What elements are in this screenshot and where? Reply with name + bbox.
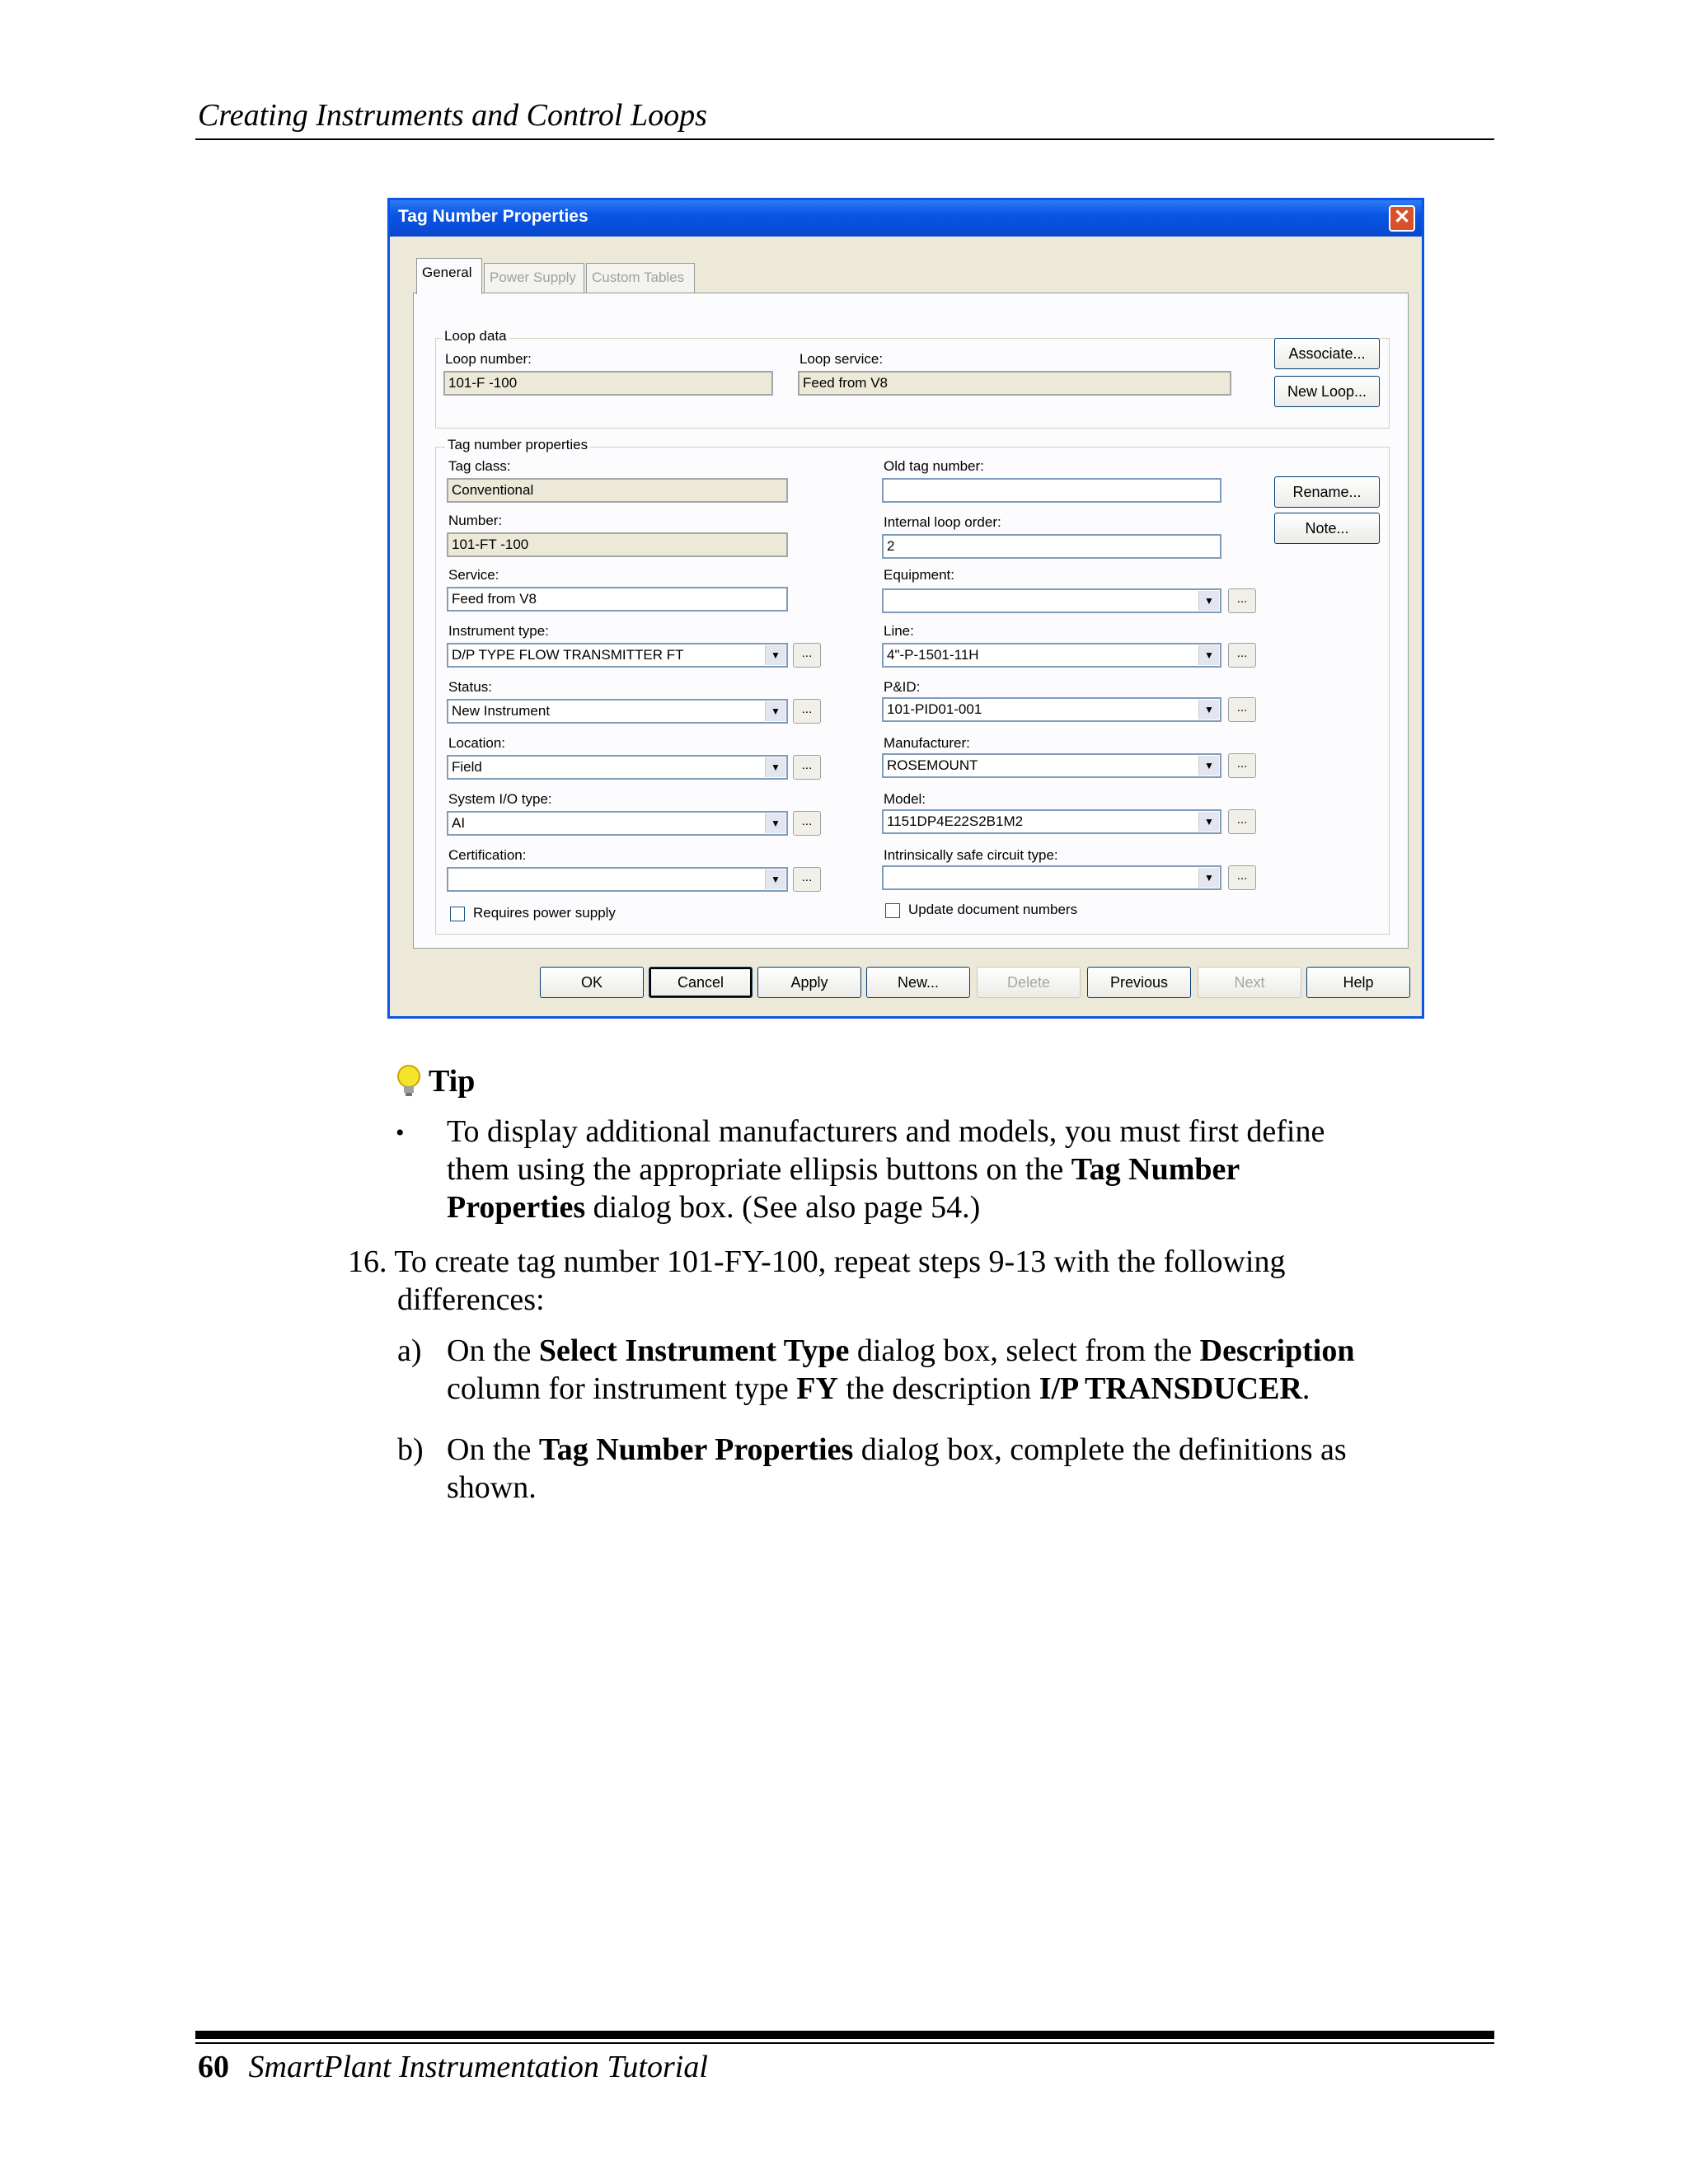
- step-a-text: [447, 1332, 1355, 1408]
- tip-line-3: [447, 1188, 1325, 1226]
- location-value: Field: [452, 759, 482, 775]
- dialog-titlebar: [390, 200, 1422, 237]
- tab-power-supply[interactable]: Power Supply: [484, 263, 584, 293]
- step-b-line-1: [447, 1431, 1347, 1469]
- header-rule: [195, 138, 1494, 140]
- instrument-type-ellipsis-button[interactable]: ...: [793, 643, 821, 668]
- step-text-span: On the: [447, 1432, 539, 1467]
- pid-value: 101-PID01-001: [887, 701, 982, 717]
- step-b-text: [447, 1431, 1347, 1507]
- bullet-marker: •: [396, 1119, 405, 1146]
- chevron-down-icon[interactable]: ▼: [765, 813, 785, 833]
- chevron-down-icon[interactable]: ▼: [1198, 645, 1219, 665]
- footer-rule-thin: [195, 2042, 1494, 2044]
- new-loop-button[interactable]: New Loop...: [1274, 376, 1380, 407]
- line-select[interactable]: [882, 643, 1221, 668]
- service-label: Service:: [448, 567, 499, 583]
- chevron-down-icon[interactable]: ▼: [765, 701, 785, 721]
- chevron-down-icon[interactable]: ▼: [765, 869, 785, 889]
- chevron-down-icon[interactable]: ▼: [765, 757, 785, 777]
- location-ellipsis-button[interactable]: ...: [793, 755, 821, 780]
- help-button[interactable]: Help: [1306, 967, 1410, 998]
- footer: [198, 2049, 708, 2085]
- chevron-down-icon[interactable]: ▼: [1198, 812, 1219, 832]
- tab-general[interactable]: General: [416, 258, 482, 294]
- status-select[interactable]: [447, 699, 788, 724]
- associate-button[interactable]: Associate...: [1274, 338, 1380, 369]
- number-field: 101-FT -100: [447, 532, 788, 557]
- running-header: Creating Instruments and Control Loops: [198, 98, 707, 133]
- tip-line-1: To display additional manufacturers and models, you must first define: [447, 1114, 1325, 1149]
- tip-bullet-text: [447, 1113, 1325, 1226]
- step-text-span: .: [1301, 1371, 1311, 1406]
- loop-data-group-label: Loop data: [442, 328, 509, 344]
- status-label: Status:: [448, 679, 492, 695]
- footer-title: SmartPlant Instrumentation Tutorial: [248, 2050, 708, 2084]
- chevron-down-icon[interactable]: ▼: [765, 645, 785, 665]
- tip-bold-span: Properties: [447, 1190, 586, 1225]
- ok-button[interactable]: OK: [540, 967, 644, 998]
- system-io-label: System I/O type:: [448, 791, 552, 807]
- pid-ellipsis-button[interactable]: ...: [1228, 697, 1256, 722]
- chevron-down-icon[interactable]: ▼: [1198, 756, 1219, 776]
- page-number: 60: [198, 2050, 229, 2084]
- tag-class-field: Conventional: [447, 478, 788, 503]
- certification-select[interactable]: [447, 867, 788, 892]
- intrinsic-safe-ellipsis-button[interactable]: ...: [1228, 865, 1256, 890]
- line-value: 4"-P-1501-11H: [887, 647, 979, 663]
- manufacturer-ellipsis-button[interactable]: ...: [1228, 753, 1256, 778]
- manufacturer-select[interactable]: [882, 753, 1221, 778]
- model-label: Model:: [884, 791, 926, 807]
- internal-loop-order-label: Internal loop order:: [884, 514, 1001, 530]
- apply-button[interactable]: Apply: [757, 967, 861, 998]
- step-text-span: dialog box, complete the definitions as: [853, 1432, 1347, 1467]
- general-tab-panel: [413, 293, 1409, 949]
- equipment-ellipsis-button[interactable]: ...: [1228, 588, 1256, 613]
- pid-select[interactable]: [882, 697, 1221, 722]
- tip-text-span: them using the appropriate ellipsis buttons on the: [447, 1152, 1071, 1187]
- old-tag-number-input[interactable]: [882, 478, 1221, 503]
- lightbulb-icon: [394, 1063, 424, 1099]
- line-label: Line:: [884, 623, 914, 639]
- number-label: Number:: [448, 513, 503, 528]
- step-bold-span: Description: [1199, 1333, 1355, 1368]
- step-b-marker: b): [397, 1432, 424, 1467]
- old-tag-number-label: Old tag number:: [884, 458, 984, 474]
- status-ellipsis-button[interactable]: ...: [793, 699, 821, 724]
- step-bold-span: FY: [796, 1371, 838, 1406]
- model-value: 1151DP4E22S2B1M2: [887, 813, 1024, 829]
- loop-service-label: Loop service:: [799, 351, 884, 367]
- update-document-numbers-label: Update document numbers: [908, 902, 1078, 917]
- intrinsic-safe-label: Intrinsically safe circuit type:: [884, 847, 1058, 863]
- delete-button[interactable]: Delete: [977, 967, 1081, 998]
- tag-number-properties-dialog: [387, 198, 1424, 1019]
- new-button[interactable]: New...: [866, 967, 970, 998]
- instrument-type-value: D/P TYPE FLOW TRANSMITTER FT: [452, 647, 684, 663]
- dialog-title: Tag Number Properties: [398, 207, 588, 226]
- intrinsic-safe-select[interactable]: [882, 865, 1221, 890]
- loop-number-field: 101-F -100: [443, 371, 773, 396]
- loop-service-field: Feed from V8: [798, 371, 1231, 396]
- step-a-line-1: [447, 1332, 1355, 1370]
- step-a-marker: a): [397, 1333, 422, 1368]
- instrument-type-select[interactable]: [447, 643, 788, 668]
- system-io-ellipsis-button[interactable]: ...: [793, 811, 821, 836]
- step-text-span: On the: [447, 1333, 539, 1368]
- step-16-line-2: differences:: [397, 1282, 545, 1317]
- certification-label: Certification:: [448, 847, 527, 863]
- service-input[interactable]: Feed from V8: [447, 587, 788, 612]
- chevron-down-icon[interactable]: ▼: [1198, 868, 1219, 888]
- rename-button[interactable]: Rename...: [1274, 476, 1380, 508]
- step-text-span: column for instrument type: [447, 1371, 797, 1406]
- requires-power-supply-checkbox[interactable]: [450, 907, 465, 921]
- pid-label: P&ID:: [884, 679, 921, 695]
- instrument-type-label: Instrument type:: [448, 623, 549, 639]
- chevron-down-icon[interactable]: ▼: [1198, 591, 1219, 611]
- step-b-line-2: shown.: [447, 1470, 537, 1505]
- tag-class-label: Tag class:: [448, 458, 511, 474]
- step-bold-span: Select Instrument Type: [538, 1333, 850, 1368]
- location-label: Location:: [448, 735, 505, 751]
- system-io-value: AI: [452, 815, 466, 831]
- requires-power-supply-label: Requires power supply: [473, 905, 616, 921]
- certification-ellipsis-button[interactable]: ...: [793, 867, 821, 892]
- chevron-down-icon[interactable]: ▼: [1198, 700, 1219, 719]
- model-ellipsis-button[interactable]: ...: [1228, 809, 1256, 834]
- system-io-select[interactable]: [447, 811, 788, 836]
- step-text-span: dialog box, select from the: [849, 1333, 1200, 1368]
- next-button[interactable]: Next: [1198, 967, 1301, 998]
- note-button[interactable]: Note...: [1274, 513, 1380, 544]
- close-icon[interactable]: ✕: [1389, 205, 1415, 232]
- tag-properties-group-label: Tag number properties: [445, 437, 590, 453]
- step-text-span: the description: [837, 1371, 1039, 1406]
- equipment-label: Equipment:: [884, 567, 954, 583]
- tip-bold-span: Tag Number: [1071, 1152, 1240, 1187]
- tip-title: Tip: [429, 1064, 476, 1099]
- update-document-numbers-checkbox[interactable]: [885, 903, 900, 918]
- status-value: New Instrument: [452, 703, 551, 719]
- previous-button[interactable]: Previous: [1087, 967, 1191, 998]
- internal-loop-order-input[interactable]: 2: [882, 534, 1221, 559]
- tip-line-2: [447, 1151, 1325, 1188]
- step-a-line-2: [447, 1370, 1355, 1408]
- manufacturer-value: ROSEMOUNT: [887, 757, 978, 773]
- equipment-select[interactable]: [882, 588, 1221, 613]
- loop-number-label: Loop number:: [445, 351, 532, 367]
- cancel-button[interactable]: Cancel: [649, 967, 753, 998]
- step-16-line-1: 16. To create tag number 101-FY-100, repeat steps 9-13 with the following: [348, 1244, 1286, 1279]
- manufacturer-label: Manufacturer:: [884, 735, 970, 751]
- step-bold-span: Tag Number Properties: [538, 1432, 854, 1467]
- location-select[interactable]: [447, 755, 788, 780]
- tip-text-span: dialog box. (See also page 54.): [585, 1190, 981, 1225]
- tab-custom-tables[interactable]: Custom Tables: [586, 263, 695, 293]
- step-bold-span: I/P TRANSDUCER: [1039, 1371, 1302, 1406]
- line-ellipsis-button[interactable]: ...: [1228, 643, 1256, 668]
- model-select[interactable]: [882, 809, 1221, 834]
- footer-rule-thick: [195, 2031, 1494, 2039]
